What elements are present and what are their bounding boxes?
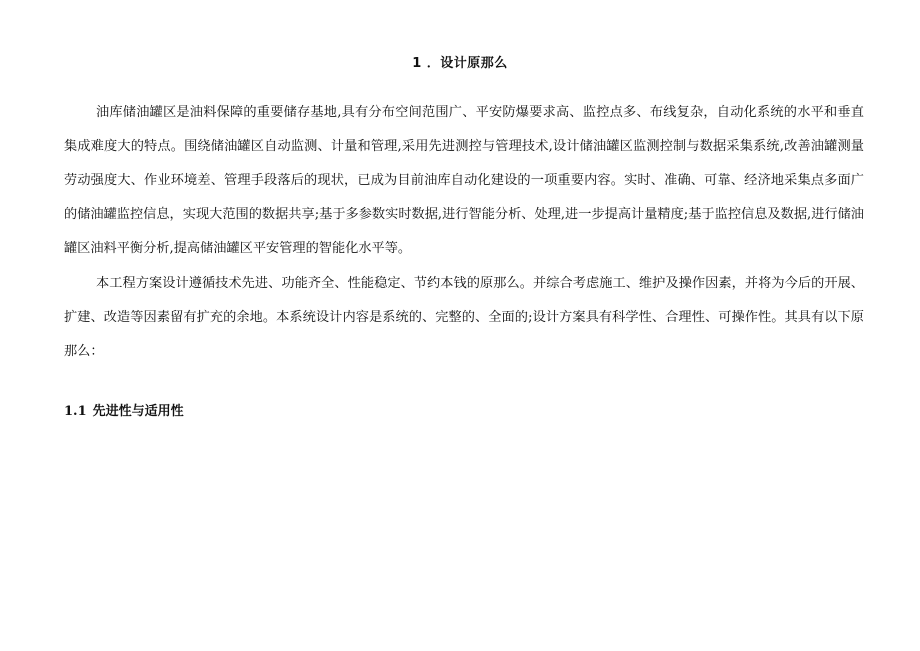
paragraph-1: [64, 96, 864, 266]
paragraph-2: [64, 267, 864, 369]
section-number: 1.1: [64, 404, 87, 419]
page-title: 1 ．设计原那么: [412, 56, 508, 71]
section-title: 先进性与适用性: [92, 404, 184, 419]
section-heading: [64, 400, 184, 419]
paragraph-1-text: 油库储油罐区是油料保障的重要储存基地,具有分布空间范围广、平安防爆要求高、监控点多、布线复杂，自动化系统的水平和垂直集成难度大的特点。围绕储油罐区自动监测、计量和管理,采用先进测控与管理技术,设计储油罐区监测控制与数据采集系统,改善油罐测量劳动强度大、作业环境差、管理手段落后的现状，已成为目前油库自动化建设的一项重要内容。实时、准确、可靠、经济地采集点多面广的储油罐监控信息，实现大范围的数据共享;基于多参数实时数据,进行智能分析、处理,进一步提高计量精度;基于监控信息及数据,进行储油罐区油料平衡分析,提高储油罐区平安管理的智能化水平等。: [64, 105, 864, 256]
paragraph-2-text: 本工程方案设计遵循技术先进、功能齐全、性能稳定、节约本钱的原那么。并综合考虑施工、维护及操作因素，并将为今后的开展、扩建、改造等因素留有扩充的余地。本系统设计内容是系统的、完整的、全面的;设计方案具有科学性、合理性、可操作性。其具有以下原那么：: [64, 276, 864, 359]
